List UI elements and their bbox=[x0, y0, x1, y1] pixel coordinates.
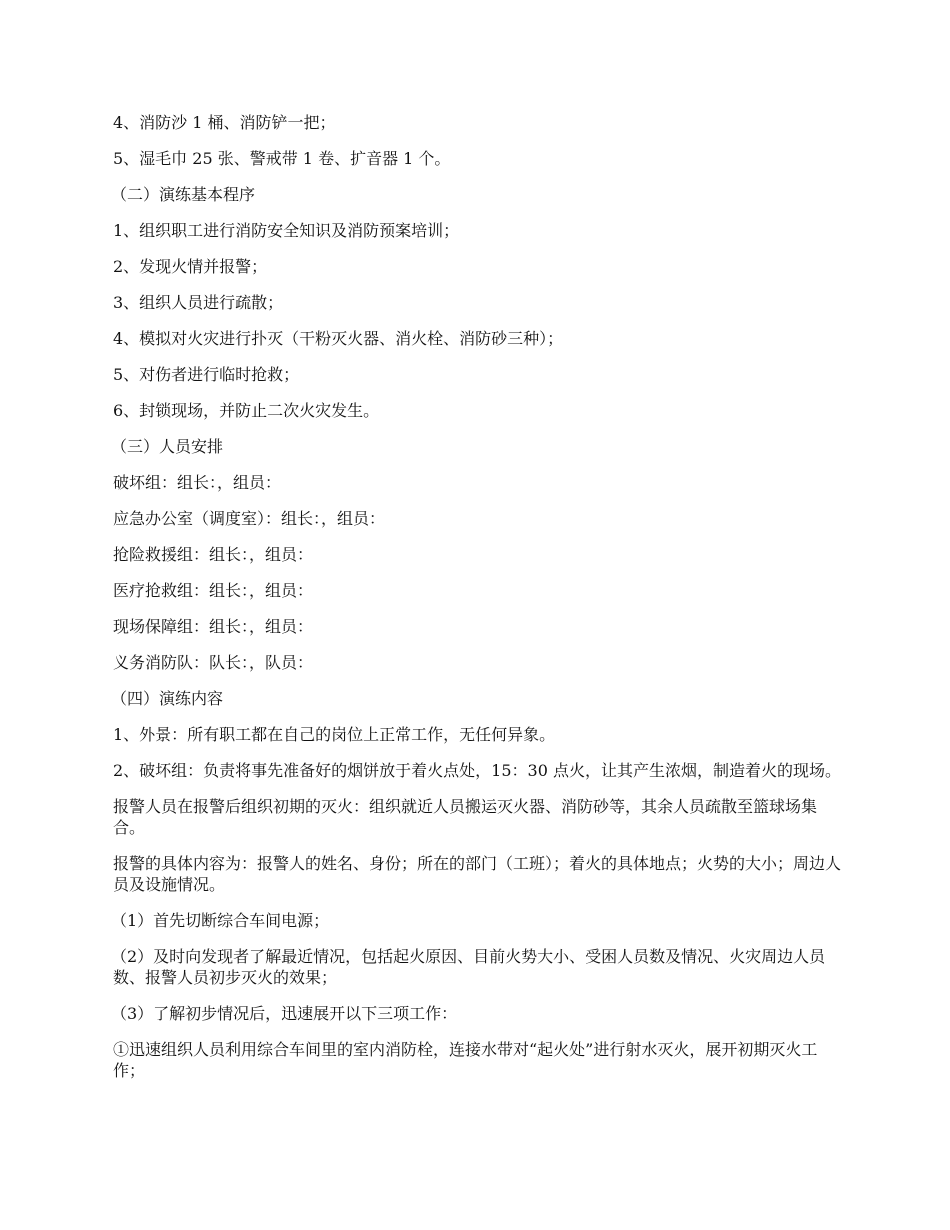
team-rescue: 抢险救援组：组长：，组员： bbox=[113, 545, 314, 564]
document-page bbox=[113, 112, 843, 1096]
item-wet-towels: 5、湿毛巾 25 张、警戒带 1 卷、扩音器 1 个。 bbox=[113, 149, 451, 168]
procedure-step-6: 6、封锁现场，并防止二次火灾发生。 bbox=[113, 401, 380, 420]
content-sabotage: 2、破坏组：负责将事先准备好的烟饼放于着火点处，15：30 点火，让其产生浓烟，制造着火的现场。 bbox=[113, 761, 841, 780]
section-heading-personnel: （三）人员安排 bbox=[111, 437, 224, 456]
team-site-support: 现场保障组：组长：，组员： bbox=[113, 617, 314, 636]
team-emergency-office: 应急办公室（调度室）：组长：，组员： bbox=[113, 509, 386, 528]
team-volunteer-fire: 义务消防队：队长：，队员： bbox=[113, 653, 314, 672]
procedure-step-5: 5、对伤者进行临时抢救； bbox=[113, 365, 300, 384]
procedure-step-1: 1、组织职工进行消防安全知识及消防预案培训； bbox=[113, 221, 460, 240]
procedure-step-3: 3、组织人员进行疏散； bbox=[113, 293, 284, 312]
section-heading-drill-content: （四）演练内容 bbox=[111, 689, 224, 708]
procedure-step-4: 4、模拟对火灾进行扑灭（干粉灭火器、消火栓、消防砂三种）； bbox=[113, 329, 564, 348]
task-hydrant-firefighting: ①迅速组织人员利用综合车间里的室内消防栓，连接水带对“起火处”进行射水灭火，展开初期灭火工作； bbox=[113, 1040, 818, 1080]
team-sabotage: 破坏组：组长：，组员： bbox=[113, 473, 282, 492]
team-medical: 医疗抢救组：组长：，组员： bbox=[113, 581, 314, 600]
action-cut-power: （1）首先切断综合车间电源； bbox=[111, 911, 330, 930]
action-three-tasks: （3）了解初步情况后，迅速展开以下三项工作： bbox=[111, 1004, 458, 1023]
content-scene: 1、外景：所有职工都在自己的岗位上正常工作，无任何异象。 bbox=[113, 725, 556, 744]
action-gather-info: （2）及时向发现者了解最近情况，包括起火原因、目前火势大小、受困人员数及情况、火灾周边人员数、报警人员初步灭火的效果； bbox=[111, 947, 826, 987]
content-report-details: 报警的具体内容为：报警人的姓名、身份；所在的部门（工班）；着火的具体地点；火势的大小；周边人员及设施情况。 bbox=[113, 854, 842, 894]
procedure-step-2: 2、发现火情并报警； bbox=[113, 257, 268, 276]
item-fire-sand: 4、消防沙 1 桶、消防铲一把； bbox=[113, 113, 336, 132]
section-heading-drill-procedure: （二）演练基本程序 bbox=[111, 185, 256, 204]
content-initial-firefighting: 报警人员在报警后组织初期的灭火：组织就近人员搬运灭火器、消防砂等，其余人员疏散至篮球场集合。 bbox=[113, 797, 818, 837]
